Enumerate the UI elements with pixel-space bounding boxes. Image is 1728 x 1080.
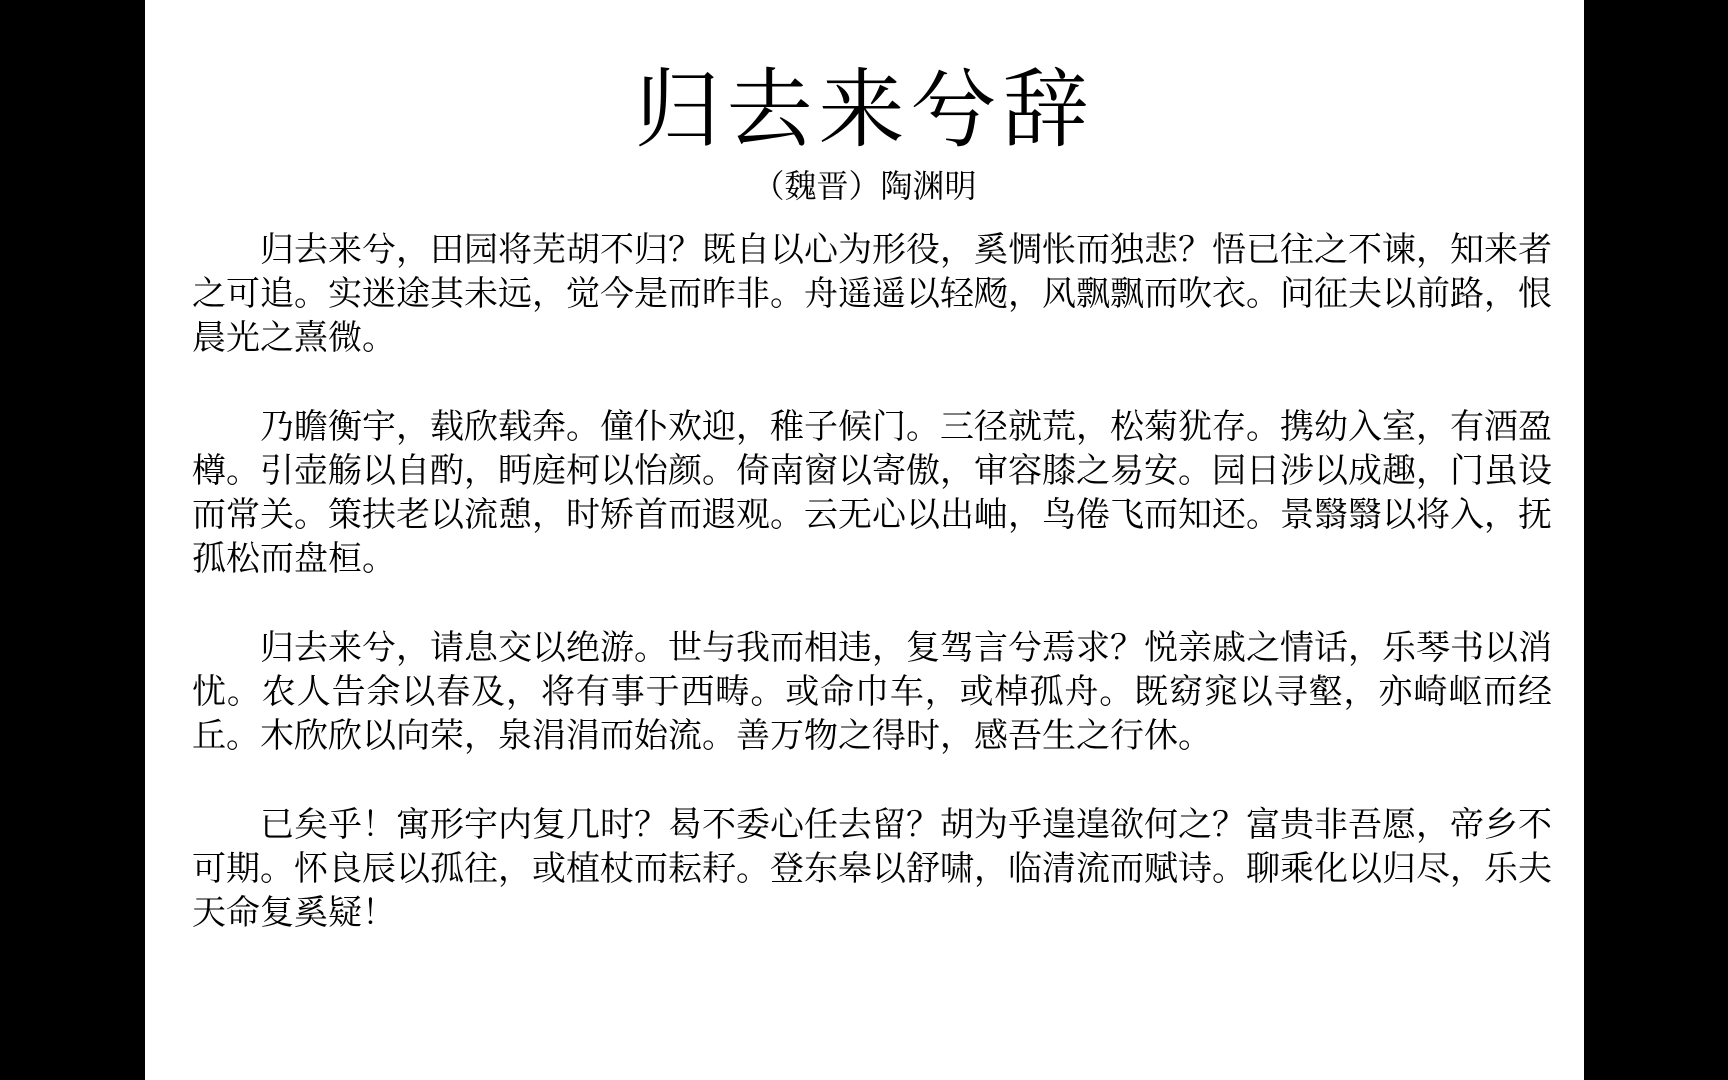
document-page (145, 0, 1584, 1080)
paragraph: 归去来兮，请息交以绝游。世与我而相违，复驾言兮焉求？悦亲戚之情话，乐琴书以消忧。农人告余以春及，将有事于西畴。或命巾车，或棹孤舟。既窈窕以寻壑，亦崎岖而经丘。木欣欣以向荣，泉涓涓而始流。善万物之得时，感吾生之行休。 (192, 628, 1552, 756)
paragraph: 归去来兮，田园将芜胡不归？既自以心为形役，奚惆怅而独悲？悟已往之不谏，知来者之可追。实迷途其未远，觉今是而昨非。舟遥遥以轻飏，风飘飘而吹衣。问征夫以前路，恨晨光之熹微。 (192, 230, 1552, 358)
document-author: （魏晋）陶渊明 (752, 167, 977, 205)
document-title: 归去来兮辞 (634, 60, 1095, 160)
paragraph: 已矣乎！寓形宇内复几时？曷不委心任去留？胡为乎遑遑欲何之？富贵非吾愿，帝乡不可期。怀良辰以孤往，或植杖而耘耔。登东皋以舒啸，临清流而赋诗。聊乘化以归尽，乐夫天命复奚疑！ (192, 805, 1552, 933)
paragraph: 乃瞻衡宇，载欣载奔。僮仆欢迎，稚子候门。三径就荒，松菊犹存。携幼入室，有酒盈樽。引壶觞以自酌，眄庭柯以怡颜。倚南窗以寄傲，审容膝之易安。园日涉以成趣，门虽设而常关。策扶老以流憩，时矫首而遐观。云无心以出岫，鸟倦飞而知还。景翳翳以将入，抚孤松而盘桓。 (192, 407, 1552, 579)
document-body (192, 228, 1552, 980)
